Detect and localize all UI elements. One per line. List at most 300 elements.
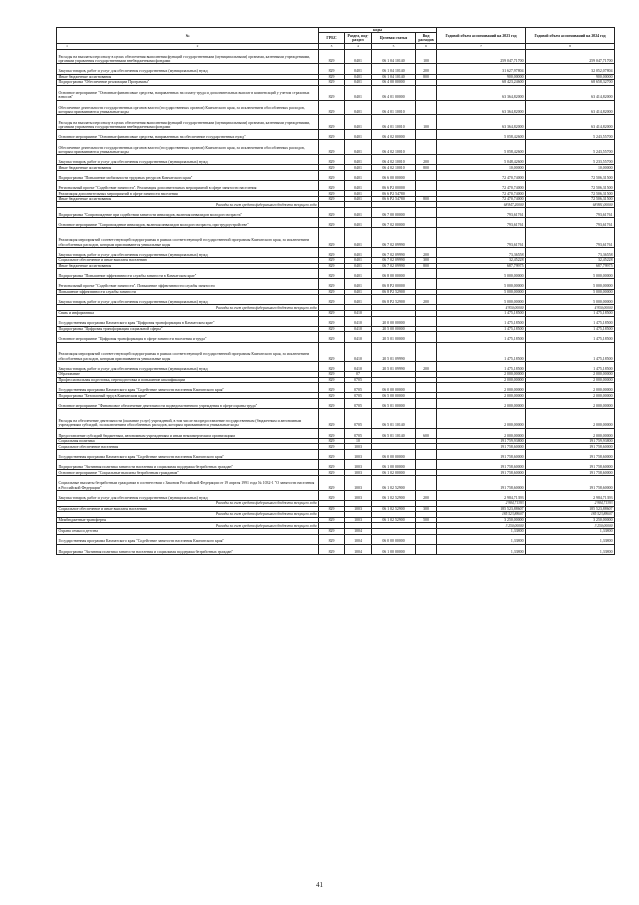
csr-cell: 06 7 00 00000 <box>372 208 416 218</box>
csr-cell: 06 6 P2 54780 <box>372 196 416 202</box>
razdel-cell: 1003 <box>345 460 372 470</box>
value-2024: 2 000,00000 <box>526 409 615 428</box>
value-2024: 5 233,55700 <box>526 155 615 165</box>
row-name: Профессиональная подготовка, переподготовка и повышение квалификации <box>57 377 319 383</box>
grbs-cell: 829 <box>319 332 345 342</box>
vr-cell <box>416 534 437 544</box>
grbs-cell: 829 <box>319 444 345 450</box>
csr-cell: 06 0 00 00000 <box>372 534 416 544</box>
vr-cell: 200 <box>416 361 437 371</box>
vr-cell <box>416 218 437 228</box>
grbs-cell: 829 <box>319 170 345 180</box>
value-2023: 2 000,00000 <box>437 393 526 399</box>
row-name: Социальные выплаты безработным гражданам в соответствии с Законом Российской Федерации от 19 апреля 1991 года № 1032-1 "О занятости населения в Российской Федерации" <box>57 476 319 491</box>
vr-cell: 100 <box>416 115 437 130</box>
grbs-cell: 829 <box>319 64 345 74</box>
header-2024: Годовой объем ассигнований на 2024 год <box>526 28 615 44</box>
value-2024: 68 881,00000 <box>526 202 615 208</box>
value-2024: 5 243,55700 <box>526 140 615 155</box>
value-2023: 63 364,82000 <box>437 115 526 130</box>
value-2024: 2 000,00000 <box>526 428 615 438</box>
vr-cell: 200 <box>416 155 437 165</box>
csr-cell: 06 1 02 52900 <box>372 476 416 491</box>
value-2024: 1 475,18500 <box>526 361 615 371</box>
row-name: Основное мероприятие "Сопровождение инвалидов, включая инвалидов молодого возраста, при трудоустройстве" <box>57 218 319 228</box>
vr-cell <box>416 316 437 326</box>
value-2023: 900,00000 <box>437 74 526 80</box>
column-number: 8 <box>526 44 615 49</box>
value-2024: 72 506,31500 <box>526 196 615 202</box>
grbs-cell: 829 <box>319 517 345 523</box>
table-row <box>57 170 615 180</box>
razdel-cell: 0401 <box>345 289 372 295</box>
row-name: Охрана семьи и детства <box>57 528 319 534</box>
grbs-cell: 829 <box>319 115 345 130</box>
grbs-cell: 829 <box>319 155 345 165</box>
razdel-cell: 0401 <box>345 170 372 180</box>
grbs-cell: 829 <box>319 196 345 202</box>
razdel-cell: 0401 <box>345 228 372 247</box>
vr-cell <box>416 409 437 428</box>
vr-cell: 200 <box>416 64 437 74</box>
value-2023: 5 058,42600 <box>437 130 526 140</box>
value-2023: 1,33800 <box>437 534 526 544</box>
value-2024: 1 475,18500 <box>526 310 615 316</box>
vr-cell <box>416 85 437 100</box>
grbs-cell: 829 <box>319 74 345 80</box>
razdel-cell: 0705 <box>345 399 372 409</box>
grbs-cell: 829 <box>319 191 345 197</box>
razdel-cell: 0401 <box>345 269 372 279</box>
razdel-cell: 1003 <box>345 490 372 500</box>
value-2024: 5 243,55700 <box>526 130 615 140</box>
value-2024: 5 000,00000 <box>526 279 615 289</box>
table-row <box>57 409 615 428</box>
razdel-cell: 0401 <box>345 64 372 74</box>
razdel-cell: 0410 <box>345 342 372 361</box>
budget-table <box>56 27 615 555</box>
table-row <box>57 228 615 247</box>
value-2024: 2 000,00000 <box>526 377 615 383</box>
razdel-cell: 0401 <box>345 295 372 305</box>
budget-table-page <box>56 27 614 555</box>
value-2023: 63 364,82000 <box>437 100 526 115</box>
vr-cell <box>416 450 437 460</box>
csr-cell: 06 7 02 00000 <box>372 218 416 228</box>
csr-cell: 20 5 00 00000 <box>372 326 416 332</box>
value-2024: 2 984,71393 <box>526 500 615 506</box>
row-name: Закупка товаров, работ и услуг для обеспечения государственных (муниципальных) нужд <box>57 247 319 257</box>
grbs-cell: 829 <box>319 544 345 554</box>
grbs-cell: 829 <box>319 310 345 316</box>
vr-cell: 200 <box>416 295 437 305</box>
grbs-cell: 829 <box>319 316 345 326</box>
csr-cell: 06 4 00 00000 <box>372 80 416 86</box>
csr-cell: 06 0 00 00000 <box>372 383 416 393</box>
csr-cell: 06 8 P2 52900 <box>372 295 416 305</box>
razdel-cell: 0401 <box>345 247 372 257</box>
csr-cell: 06 4 02 10010 <box>372 155 416 165</box>
razdel-cell: 0410 <box>345 361 372 371</box>
value-2023: 1 475,18500 <box>437 326 526 332</box>
vr-cell: 200 <box>416 490 437 500</box>
row-name: Расходы на выплаты персоналу в целях обеспечения выполнения функций государственными (муниципальными) органами, казенными учреждениями, органами управления государственными внебюджетными фондами <box>57 49 319 64</box>
csr-cell: 06 5 01 10140 <box>372 428 416 438</box>
row-name: Подпрограмма "Безопасный труд в Камчатском крае" <box>57 393 319 399</box>
vr-cell <box>416 181 437 191</box>
value-2023: 72 470,74000 <box>437 191 526 197</box>
csr-cell: 06 0 00 00000 <box>372 450 416 460</box>
header-csr: Целевая статья <box>372 33 416 44</box>
table-row <box>57 218 615 228</box>
row-name: Основное мероприятие "Основные финансовые средства, направленных на оплату труда и дополнительных выплат в компенсаций у учетом страховых взносов" <box>57 85 319 100</box>
value-2024: 1 475,18500 <box>526 326 615 332</box>
csr-cell: 06 7 02 09990 <box>372 228 416 247</box>
grbs-cell: 829 <box>319 490 345 500</box>
value-2024: 191 758,60000 <box>526 444 615 450</box>
csr-cell: 20 5 01 00000 <box>372 332 416 342</box>
csr-cell: 06 5 01 10140 <box>372 409 416 428</box>
row-name: Расходы на выплаты персоналу в целях обеспечения выполнения функций государственными (муниципальными) органами, казенными учреждениями, органами управления государственными внебюджетными фондами <box>57 115 319 130</box>
csr-cell: 06 1 04 10140 <box>372 74 416 80</box>
csr-cell: 06 6 00 00000 <box>372 170 416 180</box>
csr-cell: 06 6 P2 54780 <box>372 191 416 197</box>
row-name: Расходы за счет средств федерального бюджета текущего года <box>57 202 319 208</box>
vr-cell: 600 <box>416 428 437 438</box>
value-2024: 793,61761 <box>526 218 615 228</box>
value-2024: 185 523,88607 <box>526 506 615 512</box>
row-name: Основное мероприятие "Финансовое обеспечение деятельности подведомственного учреждения в сфере охраны труда" <box>57 399 319 409</box>
vr-cell <box>416 269 437 279</box>
row-name: Межбюджетные трансферты <box>57 517 319 523</box>
value-2023: 2 984,71393 <box>437 500 526 506</box>
grbs-cell: 829 <box>319 295 345 305</box>
grbs-cell: 829 <box>319 85 345 100</box>
grbs-cell: 829 <box>319 228 345 247</box>
csr-cell: 06 7 02 09990 <box>372 247 416 257</box>
csr-cell: 06 4 02 10010 <box>372 140 416 155</box>
value-2023: 2 000,00000 <box>437 409 526 428</box>
csr-cell: 06 8 P2 00000 <box>372 279 416 289</box>
razdel-cell: 0401 <box>345 155 372 165</box>
table-row <box>57 534 615 544</box>
value-2024: 185 523,88607 <box>526 512 615 518</box>
vr-cell <box>416 383 437 393</box>
row-name: Предоставление субсидий бюджетным, автономным учреждениям и иным некоммерческим организациям <box>57 428 319 438</box>
grbs-cell: 829 <box>319 342 345 361</box>
row-name: Социальное обеспечение и иные выплаты населению <box>57 258 319 264</box>
grbs-cell: 829 <box>319 80 345 86</box>
value-2024: 1,33800 <box>526 528 615 534</box>
razdel-cell: 0705 <box>345 383 372 393</box>
value-2023: 191 758,60000 <box>437 470 526 476</box>
grbs-cell: 829 <box>319 289 345 295</box>
table-row <box>57 295 615 305</box>
csr-cell: 06 1 00 00000 <box>372 544 416 554</box>
value-2023: 1 475,18500 <box>437 342 526 361</box>
row-name: Государственная программа Камчатского края "Содействие занятости населения Камчатского края" <box>57 450 319 460</box>
value-2024: 900,00000 <box>526 74 615 80</box>
value-2023: 68 423,24600 <box>437 80 526 86</box>
column-number: 7 <box>437 44 526 49</box>
row-name: Реализация мероприятий соответствующей подпрограммы в рамках соответствующей государственной программы Камчатского края, за исключением обособленных расходов, которым присваиваются уникальные коды <box>57 342 319 361</box>
grbs-cell: 829 <box>319 49 345 64</box>
vr-cell <box>416 332 437 342</box>
value-2024: 259 047,71700 <box>526 49 615 64</box>
grbs-cell: 829 <box>319 399 345 409</box>
row-name: Расходы на обеспечение деятельности (оказание услуг) учреждений, в том числе на предоставление государственным (бюджетным и автономным учреждениям субсидий, за исключением обособленных расходов, которым присваиваются уникальные коды <box>57 409 319 428</box>
csr-cell: 06 8 P2 52900 <box>372 289 416 295</box>
value-2023: 1,33800 <box>437 528 526 534</box>
value-2023: 2 000,00000 <box>437 428 526 438</box>
razdel-cell: 0705 <box>345 409 372 428</box>
value-2024: 1 475,18500 <box>526 316 615 326</box>
csr-cell: 06 4 02 10010 <box>372 165 416 171</box>
razdel-cell: 1004 <box>345 544 372 554</box>
value-2023: 191 758,60000 <box>437 450 526 460</box>
grbs-cell: 829 <box>319 428 345 438</box>
value-2024: 63 414,82000 <box>526 85 615 100</box>
razdel-cell: 0410 <box>345 326 372 332</box>
table-row <box>57 428 615 438</box>
razdel-cell: 0401 <box>345 85 372 100</box>
razdel-cell: 0401 <box>345 115 372 130</box>
razdel-cell: 0401 <box>345 263 372 269</box>
row-name: Государственная программа Камчатского края "Содействие занятости населения Камчатского края" <box>57 534 319 544</box>
value-2023: 32,45228 <box>437 258 526 264</box>
vr-cell <box>416 544 437 554</box>
razdel-cell: 0401 <box>345 49 372 64</box>
value-2024: 191 759,93800 <box>526 438 615 444</box>
value-2023: 1 475,18500 <box>437 361 526 371</box>
row-name: Реализация мероприятий соответствующей подпрограммы в рамках соответствующей государственной программы Камчатского края, за исключением обособленных расходов, которым присваиваются уникальные коды <box>57 228 319 247</box>
value-2024: 1 475,18500 <box>526 332 615 342</box>
razdel-cell: 0410 <box>345 316 372 326</box>
column-number: 1 <box>66 44 68 49</box>
value-2023: 191 758,60000 <box>437 460 526 470</box>
row-name: Подпрограмма "Активная политика занятости населения и социальная поддержка безработных граждан" <box>57 544 319 554</box>
grbs-cell: 829 <box>319 279 345 289</box>
row-name: Региональный проект "Содействие занятости". Реализация дополнительных мероприятий в сфере занятости населения <box>57 181 319 191</box>
value-2023: 31 627,97804 <box>437 64 526 74</box>
row-name: Подпрограмма "Сопровождение при содействии занятости инвалидов, включая инвалидов молодого возраста" <box>57 208 319 218</box>
grbs-cell: 829 <box>319 383 345 393</box>
column-number: 4 <box>345 44 372 49</box>
row-name: Расходы за счет средств федерального бюджета текущего года <box>57 512 319 518</box>
header-2023: Годовой объем ассигнований на 2023 год <box>437 28 526 44</box>
header-name: № <box>57 28 319 44</box>
razdel-cell: 0401 <box>345 181 372 191</box>
grbs-cell: 829 <box>319 218 345 228</box>
column-number: 3 <box>319 44 345 49</box>
grbs-cell: 829 <box>319 450 345 460</box>
value-2024: 32 052,07804 <box>526 64 615 74</box>
value-2024: 191 758,60000 <box>526 450 615 460</box>
value-2023: 73,36558 <box>437 247 526 257</box>
value-2023: 1,33800 <box>437 544 526 554</box>
value-2023: 191 758,60000 <box>437 476 526 491</box>
grbs-cell: 829 <box>319 263 345 269</box>
razdel-cell: 1003 <box>345 517 372 523</box>
value-2024: 5 000,00000 <box>526 295 615 305</box>
row-name: Основное мероприятие "Цифровая трансформация в сфере занятости населения и труда" <box>57 332 319 342</box>
csr-cell: 06 1 04 10140 <box>372 49 416 64</box>
table-row <box>57 64 615 74</box>
row-name: Закупка товаров, работ и услуг для обеспечения государственных (муниципальных) нужд <box>57 155 319 165</box>
grbs-cell: 829 <box>319 361 345 371</box>
grbs-cell: 829 <box>319 258 345 264</box>
vr-cell: 800 <box>416 74 437 80</box>
razdel-cell: 10 <box>345 438 372 444</box>
table-row <box>57 361 615 371</box>
value-2023: 5 048,42600 <box>437 155 526 165</box>
value-2023: 2 000,00000 <box>437 377 526 383</box>
vr-cell <box>416 399 437 409</box>
razdel-cell: 0401 <box>345 140 372 155</box>
csr-cell: 06 1 02 52900 <box>372 506 416 512</box>
value-2023: 185 523,88607 <box>437 512 526 518</box>
value-2023: 5 000,00000 <box>437 295 526 305</box>
value-2023: 2 000,00000 <box>437 399 526 409</box>
razdel-cell: 0401 <box>345 100 372 115</box>
razdel-cell: 0401 <box>345 279 372 289</box>
vr-cell: 200 <box>416 247 437 257</box>
value-2023: 5 058,42600 <box>437 140 526 155</box>
vr-cell <box>416 170 437 180</box>
grbs-cell: 829 <box>319 181 345 191</box>
grbs-cell: 829 <box>319 377 345 383</box>
value-2023: 5 000,00000 <box>437 269 526 279</box>
table-row <box>57 383 615 393</box>
grbs-cell: 829 <box>319 326 345 332</box>
grbs-cell: 829 <box>319 476 345 491</box>
value-2024: 32,45228 <box>526 258 615 264</box>
row-name: Расходы за счет средств федерального бюджета текущего года <box>57 305 319 311</box>
table-row <box>57 130 615 140</box>
value-2024: 2 000,00000 <box>526 372 615 378</box>
row-name: Обеспечение деятельности государственных органов власти (государственных органов) Камчатского края, за исключением обособленных расходов, которым присваиваются уникальные коды <box>57 100 319 115</box>
grbs-cell: 829 <box>319 409 345 428</box>
grbs-cell: 829 <box>319 470 345 476</box>
row-name: Социальное обеспечение населения <box>57 444 319 450</box>
row-name: Подпрограмма "Повышение эффективности службы занятости в Камчатском крае" <box>57 269 319 279</box>
row-name: Иные бюджетные ассигнования <box>57 74 319 80</box>
value-2024: 4 950,00000 <box>526 305 615 311</box>
row-name: Связь и информатика <box>57 310 319 316</box>
value-2024: 191 758,60000 <box>526 476 615 491</box>
row-name: Подпрограмма "Активная политика занятости населения и социальная поддержка безработных граждан" <box>57 460 319 470</box>
value-2024: 2 000,00000 <box>526 383 615 393</box>
csr-cell: 06 1 02 52900 <box>372 490 416 500</box>
grbs-cell: 829 <box>319 534 345 544</box>
value-2024: 72 506,31500 <box>526 170 615 180</box>
grbs-cell: 829 <box>319 393 345 399</box>
value-2023: 4 950,00000 <box>437 305 526 311</box>
table-row <box>57 181 615 191</box>
row-name: Закупка товаров, работ и услуг для обеспечения государственных (муниципальных) нужд <box>57 64 319 74</box>
value-2024: 72 506,31500 <box>526 181 615 191</box>
row-name: Подпрограмма "Обеспечение реализации Программы" <box>57 80 319 86</box>
value-2024: 5 000,00000 <box>526 269 615 279</box>
vr-cell: 500 <box>416 517 437 523</box>
table-row <box>57 208 615 218</box>
value-2023: 72 470,74000 <box>437 196 526 202</box>
value-2023: 2 000,00000 <box>437 372 526 378</box>
grbs-cell: 829 <box>319 528 345 534</box>
header-codes: коды <box>319 28 437 33</box>
razdel-cell: 0401 <box>345 218 372 228</box>
csr-cell: 20 0 00 00000 <box>372 316 416 326</box>
table-row <box>57 460 615 470</box>
csr-cell: 20 5 01 09990 <box>372 361 416 371</box>
row-name: Подпрограмма "Цифровая трансформация социальной сферы" <box>57 326 319 332</box>
table-row <box>57 115 615 130</box>
csr-cell: 06 5 00 00000 <box>372 393 416 399</box>
vr-cell <box>416 476 437 491</box>
grbs-cell: 829 <box>319 130 345 140</box>
row-name: Реализация дополнительных мероприятий в сфере занятости населения <box>57 191 319 197</box>
csr-cell: 06 4 01 10010 <box>372 115 416 130</box>
value-2024: 72 506,31500 <box>526 191 615 197</box>
row-name: Образование <box>57 372 319 378</box>
row-name: Закупка товаров, работ и услуг для обеспечения государственных (муниципальных) нужд <box>57 295 319 305</box>
header-razdel: Раздел, под-раздел <box>345 33 372 44</box>
value-2023: 191 759,93800 <box>437 438 526 444</box>
csr-cell: 06 7 02 09990 <box>372 263 416 269</box>
table-row <box>57 450 615 460</box>
value-2023: 793,61761 <box>437 228 526 247</box>
row-name: Иные бюджетные ассигнования <box>57 196 319 202</box>
row-name: Государственная программа Камчатского края "Цифровая трансформация в Камчатском крае" <box>57 316 319 326</box>
value-2024: 1,33800 <box>526 544 615 554</box>
csr-cell: 06 5 01 00000 <box>372 399 416 409</box>
razdel-cell: 0401 <box>345 196 372 202</box>
razdel-cell: 07 <box>345 372 372 378</box>
vr-cell <box>416 140 437 155</box>
vr-cell <box>416 130 437 140</box>
value-2023: 687,79975 <box>437 263 526 269</box>
razdel-cell: 1003 <box>345 470 372 476</box>
value-2023: 68 847,20000 <box>437 202 526 208</box>
value-2023: 5 000,00000 <box>437 279 526 289</box>
value-2023: 2 984,71393 <box>437 490 526 500</box>
value-2023: 63 364,82000 <box>437 85 526 100</box>
row-name: Иные бюджетные ассигнования <box>57 165 319 171</box>
value-2023: 72 470,74000 <box>437 181 526 191</box>
csr-cell: 06 1 02 52900 <box>372 517 416 523</box>
vr-cell <box>416 208 437 218</box>
row-name: Расходы за счет средств федерального бюджета текущего года <box>57 523 319 529</box>
razdel-cell: 1004 <box>345 528 372 534</box>
vr-cell <box>416 342 437 361</box>
value-2024: 793,61761 <box>526 208 615 218</box>
value-2023: 185 523,88607 <box>437 506 526 512</box>
row-name: Повышение эффективности службы занятости <box>57 289 319 295</box>
table-row <box>57 155 615 165</box>
razdel-cell: 0410 <box>345 310 372 316</box>
row-name: Основное мероприятие "Основные финансовые средства, направленных на обеспечение государственных нужд" <box>57 130 319 140</box>
row-name: Социальное обеспечение и иные выплаты населению <box>57 506 319 512</box>
row-name: Обеспечение деятельности государственных органов власти (государственных органов) Камчатского края, за исключением обособленных расходов, которым присваиваются уникальные коды <box>57 140 319 155</box>
column-number: 5 <box>372 44 416 49</box>
column-number: 6 <box>416 44 437 49</box>
grbs-cell: 829 <box>319 438 345 444</box>
razdel-cell: 0705 <box>345 377 372 383</box>
csr-cell: 06 4 01 10010 <box>372 100 416 115</box>
vr-cell: 800 <box>416 196 437 202</box>
table-row <box>57 247 615 257</box>
value-2024: 793,61761 <box>526 228 615 247</box>
